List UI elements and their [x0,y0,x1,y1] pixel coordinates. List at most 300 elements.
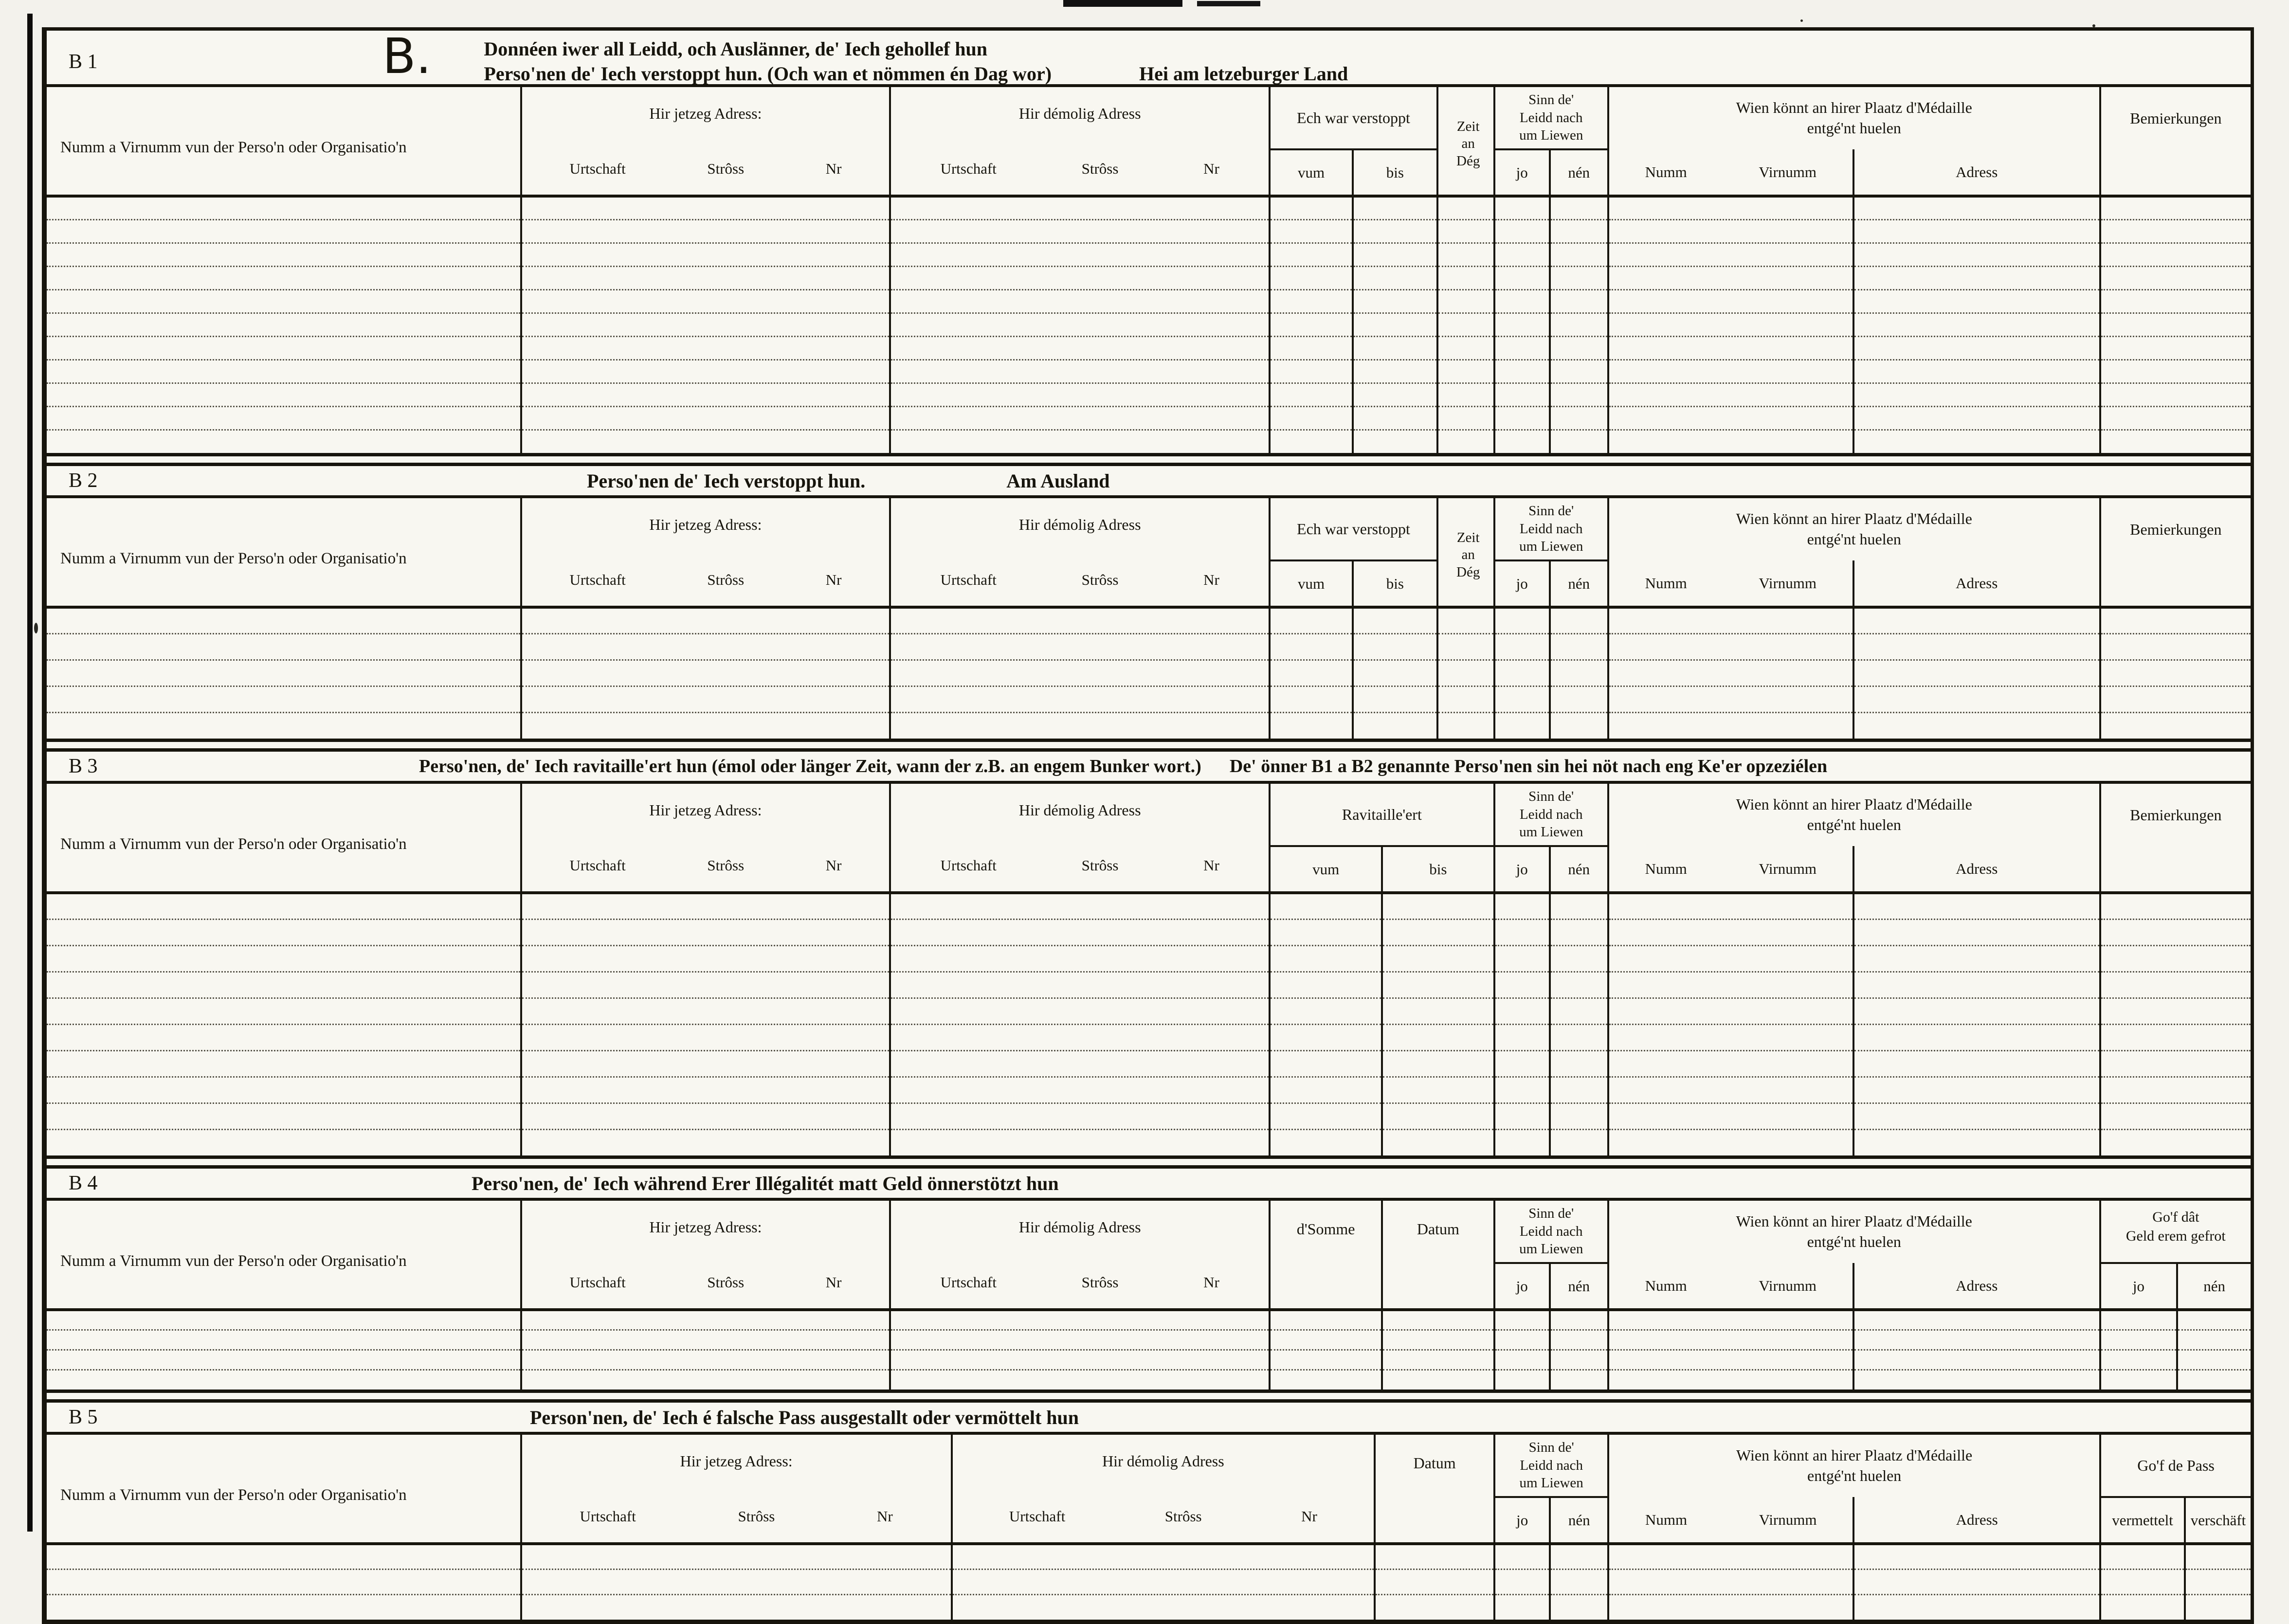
cell-adress [1853,998,2100,1024]
section-b1-header [47,28,2251,87]
section-b3-header [47,752,2251,784]
cell-nen [1550,1569,1608,1594]
col-header-gof-de-pass: Go'f de Pass [2100,1435,2251,1497]
cell-vum [1270,313,1353,336]
col-sub-stross: Strôss [1081,857,1119,874]
cell-zeit [1437,406,1494,430]
entry-row [47,893,2251,919]
cell-bemierkungen [2100,336,2251,360]
form-table-b1 [47,87,2251,453]
entry-row [47,1330,2251,1350]
cell-adress [1853,633,2100,660]
cell-numm-virnumm [1608,1310,1853,1330]
col-sub-numm-virnumm: Numm Virnumm [1608,560,1853,607]
col-header-demolig-adress: Hir démolig Adress Urtschaft Strôss Nr [890,784,1270,893]
cell-vum [1270,196,1353,219]
cell-jo [1494,1330,1550,1350]
cell-vum [1270,998,1382,1024]
cell-zeit [1437,266,1494,289]
cell-numm-virnumm [1608,1330,1853,1350]
col-sub-jo: jo [1494,846,1550,893]
cell-nen [1550,1544,1608,1569]
entry-row [47,686,2251,712]
cell-jetzeg-adress [521,945,890,972]
cell-demolig-adress [890,1330,1270,1350]
col-header-ech-war-verstoppt: Ech war verstoppt [1270,498,1437,560]
col-sub-vermettelt: vermettelt [2100,1497,2185,1544]
cell-datum [1375,1569,1494,1594]
cell-dsomme [1270,1330,1382,1350]
cell-name [47,633,521,660]
cell-jo [1494,998,1550,1024]
cell-jetzeg-adress [521,196,890,219]
col-sub-vum: vum [1270,560,1353,607]
cell-jo [1494,406,1550,430]
entry-row [47,336,2251,360]
col-header-jetzeg-adress: Hir jetzeg Adress: Urtschaft Strôss Nr [521,498,890,607]
scan-artifact [1063,0,1182,7]
cell-nen [1550,243,1608,266]
cell-adress [1853,919,2100,945]
cell-jetzeg-adress [521,360,890,383]
cell-adress [1853,1569,2100,1594]
cell-jo [1494,1077,1550,1103]
cell-bemierkungen [2100,383,2251,406]
cell-bemierkungen [2100,998,2251,1024]
cell-bis [1353,289,1437,313]
cell-bis [1353,660,1437,686]
cell-name [47,219,521,243]
cell-vum [1270,360,1353,383]
cell-demolig-adress [890,196,1270,219]
cell-bemierkungen [2100,313,2251,336]
cell-demolig-adress [890,313,1270,336]
col-sub-urtschaft: Urtschaft [940,1274,997,1291]
col-header-sinn-de-leidd: Sinn de' Leidd nach um Liewen [1494,784,1608,846]
entry-row [47,266,2251,289]
cell-bis [1353,607,1437,633]
cell-vermettelt [2100,1544,2185,1569]
col-sub-urtschaft: Urtschaft [569,160,626,177]
cell-vum [1270,266,1353,289]
section-b5 [47,1399,2251,1620]
cell-adress [1853,1350,2100,1370]
col-sub-verschaft: verschäft [2185,1497,2251,1544]
col-sub-adress: Adress [1853,1497,2100,1544]
cell-vum [1270,1103,1382,1129]
col-sub-nen: nén [1550,846,1608,893]
cell-numm-virnumm [1608,945,1853,972]
cell-name [47,360,521,383]
col-sub-nr: Nr [1203,160,1219,177]
col-sub-adress: Adress [1853,846,2100,893]
col-sub-adress: Adress [1853,1263,2100,1310]
cell-bemierkungen [2100,1050,2251,1077]
cell-bis [1353,243,1437,266]
cell-name [47,243,521,266]
cell-jetzeg-adress [521,1350,890,1370]
cell-nen [1550,1050,1608,1077]
cell-demolig-adress [890,360,1270,383]
cell-jo [1494,1544,1550,1569]
section-b3-title-note: De' önner B1 a B2 genannte Perso'nen sin hei nöt nach eng Ke'er opzeziélen [1229,756,1828,776]
cell-zeit [1437,686,1494,712]
col-header-bemierkungen: Bemierkungen [2100,87,2251,196]
cell-demolig-adress [890,607,1270,633]
cell-bemierkungen [2100,243,2251,266]
col-sub-nr: Nr [1301,1508,1317,1525]
cell-nen [1550,219,1608,243]
cell-jo [1494,1050,1550,1077]
cell-demolig-adress [890,1310,1270,1330]
col-header-name: Numm a Virnumm vun der Perso'n oder Organisatio'n [47,1435,521,1544]
cell-zeit [1437,219,1494,243]
col-sub-stross: Strôss [707,857,745,874]
col-header-jetzeg-adress: Hir jetzeg Adress: Urtschaft Strôss Nr [521,1435,952,1544]
cell-jetzeg-adress [521,1050,890,1077]
cell-bis [1353,266,1437,289]
col-header-name: Numm a Virnumm vun der Perso'n oder Organisatio'n [47,87,521,196]
cell-demolig-adress [890,289,1270,313]
cell-jo [1494,893,1550,919]
cell-jetzeg-adress [521,919,890,945]
col-header-dsomme: d'Somme [1270,1201,1382,1310]
cell-name [47,383,521,406]
cell-name [47,660,521,686]
cell-dsomme [1270,1310,1382,1330]
cell-numm-virnumm [1608,607,1853,633]
cell-name [47,1050,521,1077]
cell-name [47,1569,521,1594]
section-b1 [47,28,2251,456]
cell-jetzeg-adress [521,289,890,313]
col-sub-nr: Nr [1203,857,1219,874]
cell-nen [1550,360,1608,383]
cell-adress [1853,607,2100,633]
col-sub-bis: bis [1353,560,1437,607]
cell-name [47,1310,521,1330]
cell-numm-virnumm [1608,972,1853,998]
cell-jetzeg-adress [521,336,890,360]
col-sub-nen: nén [1550,1497,1608,1544]
section-b3-id: B 3 [69,755,98,777]
entry-row [47,219,2251,243]
cell-jetzeg-adress [521,1310,890,1330]
cell-numm-virnumm [1608,1350,1853,1370]
col-sub-jo: jo [1494,560,1550,607]
col-header-wien-konnt: Wien könnt an hirer Plaatz d'Médaille entgé'nt huelen [1608,1201,2100,1263]
entry-row [47,1350,2251,1370]
cell-jo [1494,313,1550,336]
cell-datum [1382,1330,1494,1350]
col-sub-bis: bis [1353,149,1437,196]
cell-jo [1494,1024,1550,1050]
cell-name [47,1350,521,1370]
cell-vum [1270,686,1353,712]
cell-zeit [1437,336,1494,360]
cell-jo [1494,266,1550,289]
cell-vum [1270,660,1353,686]
cell-jo [1494,660,1550,686]
col-sub-stross: Strôss [1081,571,1119,588]
cell-bis [1382,1077,1494,1103]
cell-bis [1382,972,1494,998]
cell-bemierkungen [2100,360,2251,383]
col-sub-urtschaft: Urtschaft [580,1508,636,1525]
section-b2-header [47,466,2251,498]
cell-vum [1270,919,1382,945]
section-b4-id: B 4 [69,1172,98,1194]
cell-bemierkungen [2100,1103,2251,1129]
entry-row [47,1103,2251,1129]
col-header-demolig-adress: Hir démolig Adress Urtschaft Strôss Nr [952,1435,1375,1544]
col-sub-bis: bis [1382,846,1494,893]
cell-demolig-adress [890,633,1270,660]
cell-adress [1853,1103,2100,1129]
section-b3-title: Perso'nen, de' Iech ravitaille'ert hun (émol oder länger Zeit, wann der z.B. an engem Bunker wort.) [419,756,1201,776]
cell-nen [1550,266,1608,289]
cell-bemierkungen [2100,266,2251,289]
cell-zeit [1437,196,1494,219]
cell-nen [1550,686,1608,712]
cell-jo [1494,360,1550,383]
cell-name [47,945,521,972]
cell-name [47,196,521,219]
section-b1-title-line2: Perso'nen de' Iech verstoppt hun. (Och wan et nömmen én Dag wor) [484,63,1052,85]
cell-demolig-adress [890,266,1270,289]
cell-nen [1550,633,1608,660]
cell-jetzeg-adress [521,1077,890,1103]
cell-name [47,406,521,430]
col-header-sinn-de-leidd: Sinn de' Leidd nach um Liewen [1494,87,1608,149]
cell-demolig-adress [952,1569,1375,1594]
col-sub-stross: Strôss [707,1274,745,1291]
cell-numm-virnumm [1608,660,1853,686]
cell-jetzeg-adress [521,1103,890,1129]
cell-bis [1353,360,1437,383]
cell-adress [1853,266,2100,289]
col-header-demolig-adress: Hir démolig Adress Urtschaft Strôss Nr [890,87,1270,196]
cell-bemierkungen [2100,289,2251,313]
col-sub-nr: Nr [1203,571,1219,588]
col-sub-stross: Strôss [1081,160,1119,177]
cell-numm-virnumm [1608,336,1853,360]
col-header-wien-konnt: Wien könnt an hirer Plaatz d'Médaille entgé'nt huelen [1608,1435,2100,1497]
cell-nen [1550,1350,1608,1370]
cell-datum [1382,1310,1494,1330]
cell-jo [1494,607,1550,633]
section-b1-title-line1: Donnéen iwer all Leidd, och Auslänner, de' Iech gehollef hun [484,38,987,60]
cell-name [47,686,521,712]
cell-jetzeg-adress [521,972,890,998]
entry-row [47,972,2251,998]
cell-demolig-adress [890,1350,1270,1370]
cell-bemierkungen [2100,945,2251,972]
cell-adress [1853,243,2100,266]
scan-artifact [1800,19,1803,22]
cell-numm-virnumm [1608,313,1853,336]
cell-adress [1853,360,2100,383]
cell-jetzeg-adress [521,1330,890,1350]
col-sub-gof-jo: jo [2100,1263,2178,1310]
cell-verschaft [2185,1569,2251,1594]
cell-name [47,998,521,1024]
entry-row [47,919,2251,945]
cell-nen [1550,313,1608,336]
col-sub-numm-virnumm: Numm Virnumm [1608,149,1853,196]
cell-vum [1270,383,1353,406]
col-header-wien-konnt: Wien könnt an hirer Plaatz d'Médaille entgé'nt huelen [1608,87,2100,149]
cell-adress [1853,1077,2100,1103]
cell-nen [1550,336,1608,360]
cell-numm-virnumm [1608,196,1853,219]
entry-row [47,1077,2251,1103]
cell-demolig-adress [890,686,1270,712]
section-b5-id: B 5 [69,1406,98,1428]
cell-jetzeg-adress [521,998,890,1024]
col-sub-nen: nén [1550,1263,1608,1310]
cell-nen [1550,1077,1608,1103]
cell-jetzeg-adress [521,266,890,289]
cell-name [47,266,521,289]
cell-name [47,1330,521,1350]
cell-adress [1853,1050,2100,1077]
cell-jo [1494,633,1550,660]
entry-row [47,383,2251,406]
cell-nen [1550,919,1608,945]
col-sub-urtschaft: Urtschaft [1009,1508,1066,1525]
cell-adress [1853,313,2100,336]
cell-bemierkungen [2100,633,2251,660]
section-b1-title [484,36,1348,86]
cell-jo [1494,1569,1550,1594]
cell-demolig-adress [890,1050,1270,1077]
cell-jo [1494,383,1550,406]
col-sub-urtschaft: Urtschaft [569,571,626,588]
col-header-sinn-de-leidd: Sinn de' Leidd nach um Liewen [1494,498,1608,560]
cell-nen [1550,196,1608,219]
col-sub-jo: jo [1494,149,1550,196]
col-sub-numm-virnumm: Numm Virnumm [1608,1263,1853,1310]
col-sub-nr: Nr [825,857,842,874]
cell-nen [1550,1330,1608,1350]
col-header-wien-konnt: Wien könnt an hirer Plaatz d'Médaille entgé'nt huelen [1608,498,2100,560]
cell-numm-virnumm [1608,383,1853,406]
cell-datum [1382,1350,1494,1370]
cell-jo [1494,919,1550,945]
cell-jetzeg-adress [521,633,890,660]
cell-adress [1853,1544,2100,1569]
cell-name [47,1024,521,1050]
cell-bemierkungen [2100,196,2251,219]
cell-bis [1353,686,1437,712]
cell-vum [1270,607,1353,633]
cell-adress [1853,196,2100,219]
col-sub-urtschaft: Urtschaft [940,571,997,588]
cell-bis [1353,336,1437,360]
col-sub-numm-virnumm: Numm Virnumm [1608,846,1853,893]
cell-numm-virnumm [1608,998,1853,1024]
cell-nen [1550,945,1608,972]
cell-demolig-adress [890,893,1270,919]
col-sub-stross: Strôss [738,1508,775,1525]
cell-jo [1494,289,1550,313]
cell-gof-nen [2177,1330,2251,1350]
cell-adress [1853,219,2100,243]
cell-numm-virnumm [1608,266,1853,289]
col-sub-stross: Strôss [1081,1274,1119,1291]
cell-demolig-adress [890,243,1270,266]
col-header-name: Numm a Virnumm vun der Perso'n oder Organisatio'n [47,784,521,893]
cell-zeit [1437,243,1494,266]
col-header-datum: Datum [1382,1201,1494,1310]
cell-bemierkungen [2100,607,2251,633]
cell-nen [1550,893,1608,919]
cell-bis [1382,1050,1494,1077]
cell-demolig-adress [890,1103,1270,1129]
col-sub-vum: vum [1270,846,1382,893]
col-header-gof-dat-geld: Go'f dât Geld erem gefrot [2100,1201,2251,1263]
spacer-row [47,712,2251,739]
cell-gof-nen [2177,1350,2251,1370]
cell-vum [1270,336,1353,360]
cell-numm-virnumm [1608,360,1853,383]
col-sub-stross: Strôss [707,571,745,588]
cell-numm-virnumm [1608,633,1853,660]
cell-jetzeg-adress [521,243,890,266]
col-header-demolig-adress: Hir démolig Adress Urtschaft Strôss Nr [890,498,1270,607]
spacer-row [47,1594,2251,1620]
cell-numm-virnumm [1608,1024,1853,1050]
col-header-ech-war-verstoppt: Ech war verstoppt [1270,87,1437,149]
cell-datum [1375,1544,1494,1569]
col-sub-stross: Strôss [1164,1508,1202,1525]
cell-jetzeg-adress [521,660,890,686]
entry-row [47,406,2251,430]
section-b4-header [47,1169,2251,1201]
cell-jo [1494,1310,1550,1330]
form-table-b3 [47,784,2251,1155]
cell-adress [1853,945,2100,972]
cell-nen [1550,660,1608,686]
col-header-ravitailleert: Ravitaille'ert [1270,784,1494,846]
scan-artifact [34,623,38,633]
cell-bemierkungen [2100,1077,2251,1103]
cell-demolig-adress [890,219,1270,243]
cell-adress [1853,686,2100,712]
section-b3 [47,748,2251,1159]
cell-jo [1494,243,1550,266]
entry-row [47,998,2251,1024]
section-b2-title-location: Am Ausland [1006,469,1110,492]
entry-row [47,1544,2251,1569]
cell-bis [1353,633,1437,660]
section-b5-header [47,1403,2251,1435]
scan-edge-artifact [27,14,33,1532]
section-b1-title-location: Hei am letzeburger Land [1139,63,1348,85]
cell-jetzeg-adress [521,1024,890,1050]
col-header-jetzeg-adress: Hir jetzeg Adress: Urtschaft Strôss Nr [521,784,890,893]
cell-demolig-adress [890,919,1270,945]
col-header-zeit-an-deg: Zeit an Dég [1437,87,1494,196]
cell-name [47,1077,521,1103]
cell-nen [1550,607,1608,633]
cell-adress [1853,289,2100,313]
cell-vum [1270,219,1353,243]
col-header-sinn-de-leidd: Sinn de' Leidd nach um Liewen [1494,1435,1608,1497]
cell-gof-nen [2177,1310,2251,1330]
cell-numm-virnumm [1608,243,1853,266]
